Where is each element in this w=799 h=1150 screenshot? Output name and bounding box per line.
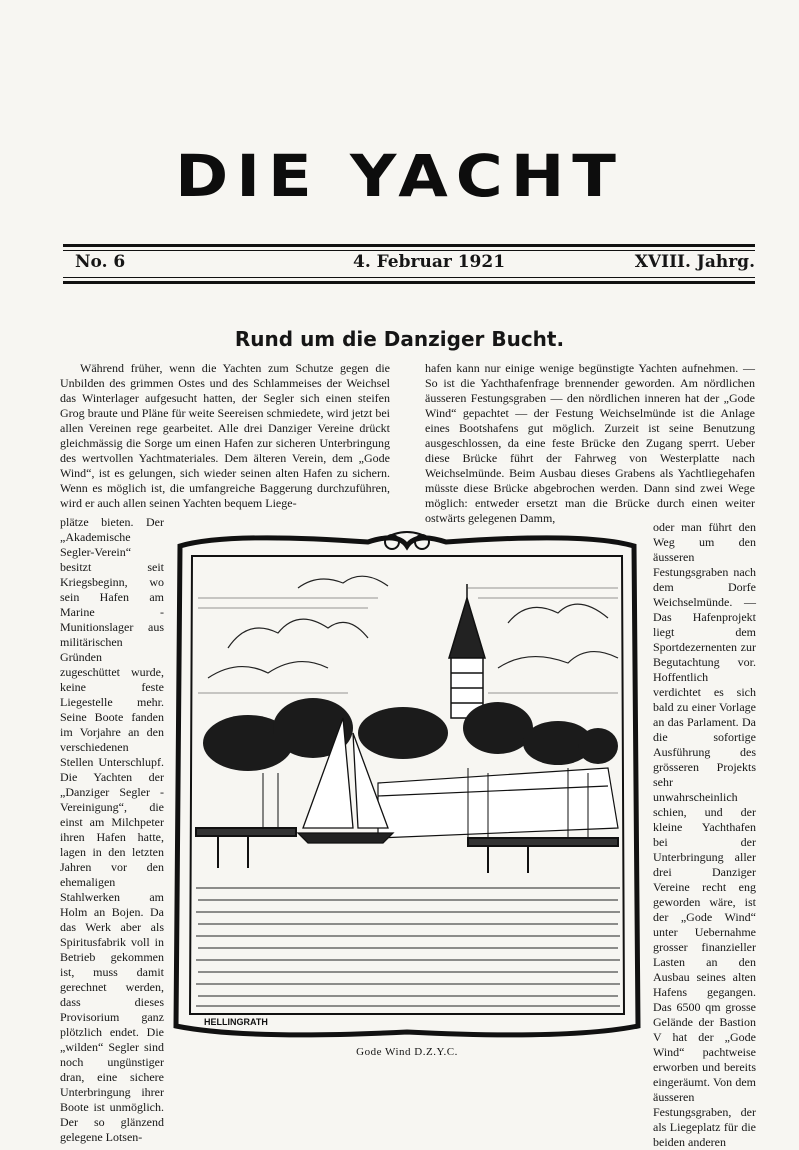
- article-column-right-narrow: oder man führt den Weg um den äusseren Festungsgraben nach dem Dorfe Weichselmünde. — Das Hafenprojekt liegt dem Sportdezernenten zur Begutachtung vor. Hoffentlich verdichtet es sich bald zu einer Vorlage an das Parlament. Da die sofortige Ausführung des grösseren Projekts sehr unwahrscheinlich schien, und der kleine Yachthafen bei der Unterbringung aller drei Danziger Vereine recht eng geworden wäre, ist der „Gode Wind“ unter Uebernahme grosser finanzieller Lasten an den Ausbau seines alten Hafens gegangen. Das 6500 qm grosse Gelände der Bastion V hat der „Gode Wind“ pachtweise erworben und bereits eingeräumt. Von dem äusseren Festungsgraben, der als Liegeplatz für die beiden anderen: [653, 520, 756, 1149]
- tree-line: [203, 698, 618, 771]
- fortress-tower: [449, 584, 485, 718]
- divider-rule: [63, 250, 755, 251]
- divider-rule: [63, 244, 755, 247]
- harbor-illustration: [168, 528, 646, 1040]
- issue-line: [75, 252, 755, 276]
- article-column-left-top: Während früher, wenn die Yachten zum Schutze gegen die Unbilden des grimmen Ostes und des Schlammeises der Weichsel das Winterlager aufgesucht hatten, der Segler sich einen steifen Grog braute und Pläne für weite Seereisen schmiedete, wird jetzt bei allen Vereinen rege gearbeitet. Alle drei Danziger Vereine drückt gleichmässig die Sorge um einen Hafen zur sicheren Unterbringung des wertvollen Yachtmateriales. Dem älteren Verein, dem „Gode Wind“, ist es gelungen, sich wieder seinen alten Hafen zu sichern. Wenn es möglich ist, die umfangreiche Baggerung durchzuführen, wird er auch allen seinen Yachten bequem Liege-: [60, 361, 390, 510]
- divider-rule: [63, 281, 755, 284]
- issue-date: 4. Februar 1921: [353, 252, 506, 272]
- illustration-caption: Gode Wind D.Z.Y.C.: [356, 1046, 458, 1058]
- masthead-title: DIE YACHT: [175, 143, 624, 211]
- issue-number: No. 6: [75, 252, 126, 272]
- divider-rule: [63, 277, 755, 278]
- article-headline: Rund um die Danziger Bucht.: [234, 327, 565, 351]
- article-column-left-narrow: plätze bieten. Der „Akademische Segler-Verein“ besitzt seit Kriegsbeginn, wo sein Hafen am Marine - Munitionslager aus militärischen Gründen zugeschüttet wurde, keine feste Liegestelle mehr. Seine Boote fanden im Vorjahre an den verschiedenen Stellen Unterschlupf. Die Yachten der „Danziger Segler - Vereinigung“, die einst am Milchpeter ihren Hafen hatte, lagen in den letzten Jahren vor den ehemaligen Stahlwerken am Holm an Bojen. Da das Werk aber als Spiritusfabrik voll in Betrieb gekommen ist, muss damit gerechnet werden, dass dieses Provisorium ganz plötzlich endet. Die „wilden“ Segler sind noch ungünstiger dran, eine sichere Unterbringung ihrer Boote ist unmöglich. Der so glänzend gelegene Lotsen-: [60, 515, 164, 1144]
- issue-year: XVIII. Jahrg.: [634, 252, 755, 272]
- artist-signature: HELLINGRATH: [204, 1017, 268, 1027]
- article-column-right-top: hafen kann nur einige wenige begünstigte Yachten aufnehmen. — So ist die Yachthafenfrage brennender geworden. Am nördlichen äusseren Festungsgraben — den nördlichen inneren hat der „Gode Wind“ gepachtet — der Festung Weichselmünde ist die Anlage eines Bootshafens gut möglich. Zurzeit ist seine Benutzung ausgeschlossen, da eine feste Brücke den Zugang sperrt. Ueber diese Brücke führt der Fahrweg von Westerplatte nach Weichselmünde. Beim Ausbau dieses Grabens als Yachtliegehafen müsste diese Brücke abgebrochen werden. Dann sind zwei Wege möglich: entweder ersetzt man die Brücke durch einen weiter ostwärts gelegenen Damm,: [425, 361, 755, 525]
